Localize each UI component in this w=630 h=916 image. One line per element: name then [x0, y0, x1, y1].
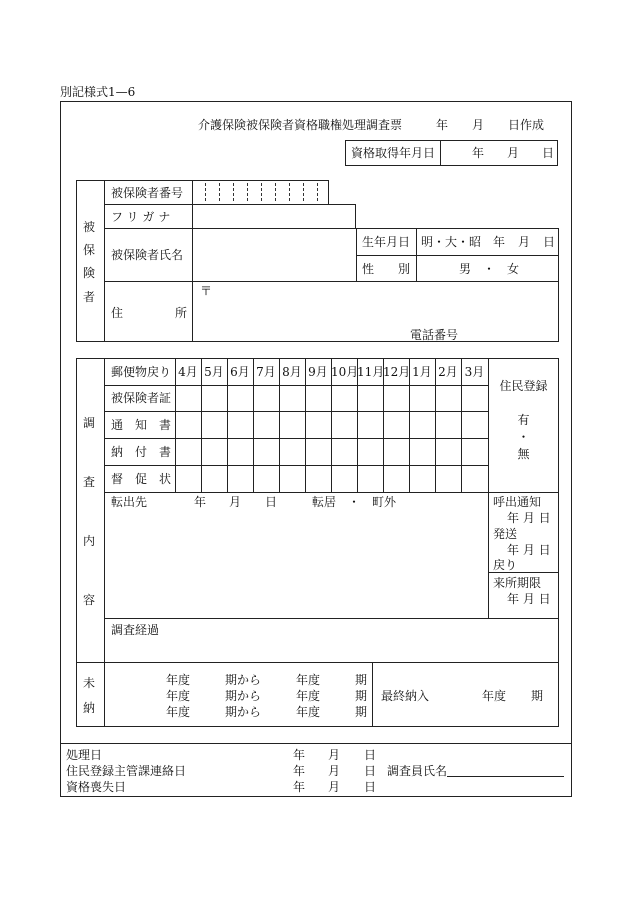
survey-progress-label: 調査経過 — [111, 623, 160, 637]
row-label-returned-mail: 郵便物戻り — [111, 365, 172, 379]
summons-date-2: 年 月 日 — [507, 543, 551, 557]
moveout-type-options: 転居 ・ 町外 — [312, 495, 397, 509]
resident-dept-contact-date-label: 住民登録主管課連絡日 — [66, 764, 187, 778]
final-payment-label: 最終納入 — [381, 689, 430, 703]
processing-date-label: 処理日 — [66, 748, 103, 762]
created-month: 月 — [472, 118, 485, 132]
month-header-3: 3月 — [464, 365, 485, 379]
resident-no: 無 — [517, 447, 530, 461]
insured-section-char-1: 被 — [83, 220, 96, 234]
unpaid-term-from: 期から — [225, 705, 262, 719]
unpaid-fy-start: 年度 — [166, 689, 191, 703]
row-label-notice: 通 知 書 — [111, 418, 172, 432]
row-label-payment-slip: 納 付 書 — [111, 445, 172, 459]
unpaid-section-char-1: 未 — [83, 676, 96, 690]
created-day: 日作成 — [508, 118, 545, 132]
month-header-8: 8月 — [282, 365, 302, 379]
summons-label: 呼出通知 — [493, 495, 542, 509]
birth-era-options: 明・大・昭 — [421, 235, 482, 249]
unpaid-fy-end: 年度 — [296, 673, 321, 687]
insured-name-label: 被保険者氏名 — [111, 248, 184, 262]
processing-day: 日 — [364, 748, 377, 762]
visit-deadline-label: 来所期限 — [493, 576, 542, 590]
month-header-10: 10月 — [331, 365, 359, 379]
unpaid-fy-start: 年度 — [166, 705, 191, 719]
insured-section-char-2: 保 — [83, 243, 96, 257]
survey-section-char-1: 調 — [83, 416, 96, 430]
address-label-b: 所 — [175, 306, 188, 320]
resident-yes: 有 — [517, 413, 530, 427]
sex-label-a: 性 — [362, 262, 375, 276]
final-payment-term: 期 — [531, 689, 544, 703]
resident-registration-label: 住民登録 — [499, 379, 548, 393]
unpaid-term-to: 期 — [355, 689, 368, 703]
processing-month: 月 — [328, 748, 341, 762]
unpaid-term-from: 期から — [225, 673, 262, 687]
unpaid-term-to: 期 — [355, 673, 368, 687]
inspector-name-label: 調査員氏名 — [387, 764, 448, 778]
loss-day: 日 — [364, 780, 377, 794]
birth-year: 年 — [493, 235, 506, 249]
address-label-a: 住 — [111, 306, 124, 320]
month-header-2: 2月 — [438, 365, 458, 379]
inspector-name-line[interactable] — [447, 776, 564, 777]
unpaid-term-from: 期から — [225, 689, 262, 703]
moveout-label: 転出先 — [111, 495, 148, 509]
final-payment-fy: 年度 — [482, 689, 507, 703]
sex-options: 男 ・ 女 — [459, 262, 520, 276]
unpaid-section-char-2: 納 — [83, 701, 96, 715]
unpaid-fy-end: 年度 — [296, 689, 321, 703]
sex-label-b: 別 — [398, 262, 411, 276]
month-header-4: 4月 — [178, 365, 198, 379]
unpaid-term-to: 期 — [355, 705, 368, 719]
moveout-month: 月 — [229, 495, 242, 509]
survey-section-char-2: 査 — [83, 475, 96, 489]
form-title: 介護保険被保険者資格職権処理調査票 — [198, 118, 403, 132]
acquisition-month: 月 — [507, 146, 520, 160]
summons-date-1: 年 月 日 — [507, 511, 551, 525]
insured-number-label: 被保険者番号 — [111, 186, 184, 200]
loss-year: 年 — [293, 780, 306, 794]
birthdate-label: 生年月日 — [362, 235, 411, 249]
moveout-year: 年 — [194, 495, 207, 509]
month-header-9: 9月 — [308, 365, 328, 379]
postal-mark: 〒 — [200, 284, 213, 298]
row-label-insurance-card: 被保険者証 — [111, 391, 172, 405]
created-year: 年 — [436, 118, 449, 132]
birth-day: 日 — [543, 235, 556, 249]
insured-section-char-3: 険 — [83, 266, 96, 280]
month-header-12: 12月 — [383, 365, 411, 379]
unpaid-fy-start: 年度 — [166, 673, 191, 687]
summons-returned: 戻り — [493, 558, 518, 572]
survey-section-char-3: 内 — [83, 534, 96, 548]
processing-year: 年 — [293, 748, 306, 762]
unpaid-fy-end: 年度 — [296, 705, 321, 719]
moveout-day: 日 — [265, 495, 278, 509]
row-label-reminder: 督 促 状 — [111, 472, 172, 486]
form-id: 別記様式1—6 — [60, 85, 136, 99]
resident-dot: ・ — [517, 430, 530, 444]
acquisition-year: 年 — [472, 146, 485, 160]
visit-deadline-date: 年 月 日 — [507, 592, 551, 606]
month-header-7: 7月 — [256, 365, 276, 379]
acquisition-day: 日 — [542, 146, 555, 160]
loss-month: 月 — [328, 780, 341, 794]
contact-month: 月 — [328, 764, 341, 778]
contact-year: 年 — [293, 764, 306, 778]
survey-section-char-4: 容 — [83, 593, 96, 607]
month-header-11: 11月 — [357, 365, 385, 379]
acquisition-label: 資格取得年月日 — [351, 146, 436, 160]
insured-section-char-4: 者 — [83, 290, 96, 304]
contact-day: 日 — [364, 764, 377, 778]
birth-month: 月 — [518, 235, 531, 249]
phone-label: 電話番号 — [410, 328, 459, 342]
month-header-6: 6月 — [230, 365, 250, 379]
month-header-5: 5月 — [204, 365, 224, 379]
survey-frame — [76, 358, 559, 727]
month-header-1: 1月 — [412, 365, 432, 379]
summons-sent: 発送 — [493, 527, 518, 541]
furigana-label: フリガナ — [111, 210, 175, 224]
loss-date-label: 資格喪失日 — [66, 780, 127, 794]
